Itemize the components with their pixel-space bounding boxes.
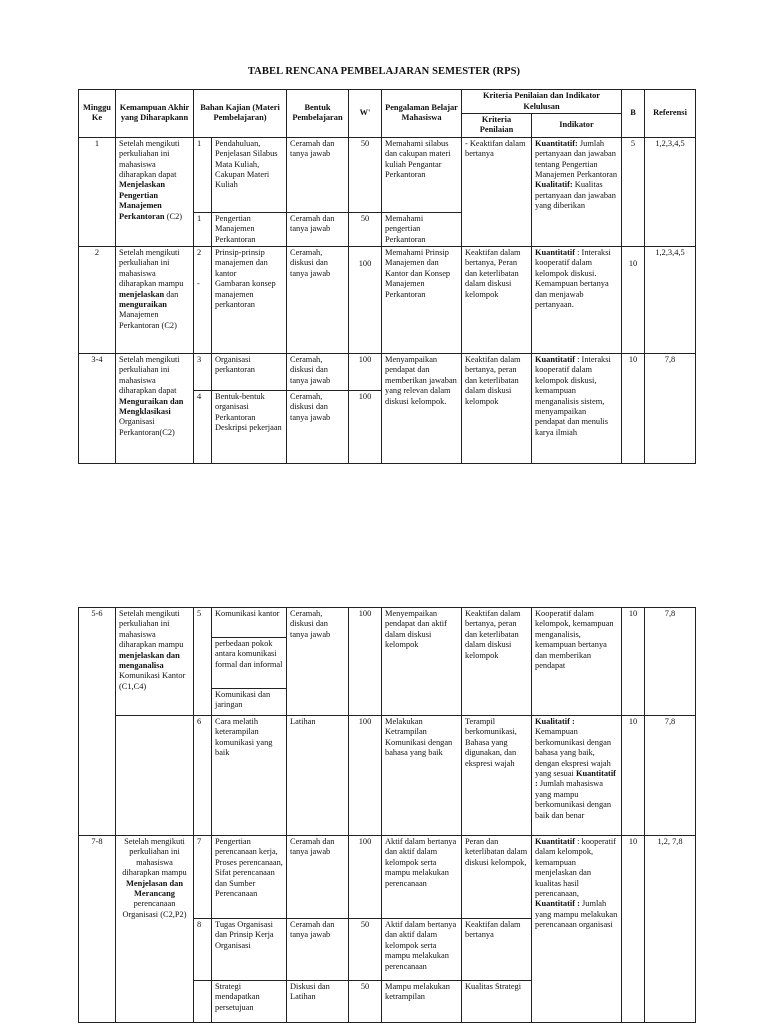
bahan-number: 3 [194,354,212,391]
bahan-cell: Organisasi perkantoran [212,354,287,391]
bahan-number: 8 [194,919,212,981]
bahan-cell: Cara melatih keterampilan komunikasi yang baik [212,716,287,836]
table-row [79,354,696,391]
bentuk-cell: Ceramah dan tanya jawab [287,836,349,919]
b-cell: 10 [622,247,645,354]
header-kriteria-group: Kriteria Penilaian dan Indikator Kelulusan [462,90,622,114]
header-referensi: Referensi [645,90,696,138]
b-cell: 10 [622,354,645,464]
kriteria-cell: Keaktifan dalam bertanya, peran dan keterlibatan dalam diskusi kelompok [462,608,532,716]
pengalaman-cell: Aktif dalam bertanya dan aktif dalam kelompok serta mampu melakukan perencanaan [382,919,462,981]
bahan-number-empty [194,981,212,1023]
header-kriteria: Kriteria Penilaian [462,114,532,138]
kemampuan-cell: Setelah mengikuti perkuliahan ini mahasiswa diharapkan mampu Menjelasan dan Merancang perencanaan Organisasi (C2,P2) [116,836,194,1023]
bahan-cell: Tugas Organisasi dan Prinsip Kerja Organisasi [212,919,287,981]
bentuk-cell: Ceramah dan tanya jawab [287,919,349,981]
header-kemampuan: Kemampuan Akhir yang Diharapkann [116,90,194,138]
w-cell: 100 [349,391,382,464]
bahan-number: 6 [194,716,212,836]
kemampuan-cell: Setelah mengikuti perkuliahan ini mahasiswa diharapkan mampu menjelaskan dan menguraikan Manajemen Perkantoran (C2) [116,247,194,354]
table-row [79,608,696,638]
header-minggu: Minggu Ke [79,90,116,138]
header-b: B [622,90,645,138]
page-title: TABEL RENCANA PEMBELAJARAN SEMESTER (RPS) [247,66,521,77]
minggu-cell: 1 [79,137,116,246]
pengalaman-cell: Aktif dalam bertanya dan aktif dalam kelompok serta mampu melakukan perencanaan [382,836,462,919]
w-cell: 50 [349,212,382,246]
kemampuan-cell: Setelah mengikuti perkuliahan ini mahasiswa diharapkan dapat Menguraikan dan Mengklasikasi Organisasi Perkantoran(C2) [116,354,194,464]
header-w: W' [349,90,382,138]
bentuk-cell: Ceramah dan tanya jawab [287,137,349,212]
w-cell: 50 [349,981,382,1023]
bahan-number: 2 - [194,247,212,354]
bentuk-cell: Ceramah, diskusi dan tanya jawab [287,608,349,716]
kemampuan-cell: Setelah mengikuti perkuliahan ini mahasiswa diharapkan dapat Menjelaskan Pengertian Manajemen Perkantoran (C2) [116,137,194,246]
bahan-cell: perbedaan pokok antara komunikasi formal dan informal [212,638,287,689]
rps-table-part-1 [78,89,696,464]
pengalaman-cell: Menyempaikan pendapat dan aktif dalam diskusi kelompok [382,608,462,716]
pengalaman-cell: Memahami Prinsip Manajemen dan Kantor dan Konsep Manajemen Perkantoran [382,247,462,354]
bentuk-cell: Ceramah, diskusi dan tanya jawab [287,354,349,391]
referensi-cell: 1,2,3,4,5 [645,247,696,354]
minggu-cell: 7-8 [79,836,116,1023]
referensi-cell: 1,2,3,4,5 [645,137,696,246]
b-cell: 10 [622,716,645,836]
bahan-number: 1 [194,212,212,246]
bahan-cell: Pengertian Manajemen Perkantoran [212,212,287,246]
bahan-cell: Prinsip-prinsip manajemen dan kantor Gambaran konsep manajemen perkantoran [212,247,287,354]
header-bahan-kajian: Bahan Kajian (Materi Pembelajaran) [194,90,287,138]
bahan-number: 1 [194,137,212,212]
bahan-number: 7 [194,836,212,919]
w-cell: 100 [349,247,382,354]
w-cell: 100 [349,608,382,716]
bentuk-cell: Latihan [287,716,349,836]
b-cell: 5 [622,137,645,246]
referensi-cell: 7,8 [645,354,696,464]
table-row [79,137,696,212]
minggu-cell: 3-4 [79,354,116,464]
pengalaman-cell: Memahami pengertian Perkantoran [382,212,462,246]
indikator-cell: Kuantitatif : Interaksi kooperatif dalam kelompok diskusi. Kemampuan bertanya dan menjawab pertanyaan. [532,247,622,354]
kemampuan-cell: Setelah mengikuti perkuliahan ini mahasiswa diharapkan mampu menjelaskan dan menganalisa Komunikasi Kantor (C1,C4) [116,608,194,716]
bentuk-cell: Ceramah dan tanya jawab [287,212,349,246]
w-cell: 50 [349,137,382,212]
kriteria-cell: Keaktifan dalam bertanya, peran dan keterlibatan dalam diskusi kelompok [462,354,532,464]
table-row [79,247,696,354]
indikator-cell: Kuantitatif : kooperatif dalam kelompok, kemampuan menjelaskan dan kualitas hasil perencanaan, Kuantitatif : Jumlah yang mampu melakukan perencanaan organisasi [532,836,622,1023]
bahan-cell: Komunikasi kantor [212,608,287,638]
kriteria-cell: Terampil berkomunikasi, Bahasa yang digunakan, dan ekspresi wajah [462,716,532,836]
bahan-cell: Pendahuluan, Penjelasan Silabus Mata Kuliah, Cakupan Materi Kuliah [212,137,287,212]
bahan-number: 5 [194,608,212,716]
minggu-cell: 5-6 [79,608,116,836]
b-cell: 10 [622,836,645,1023]
pengalaman-cell: Menyampaikan pendapat dan memberikan jawaban yang relevan dalam diskusi kelompok. [382,354,462,464]
bentuk-cell: Ceramah, diskusi dan tanya jawab [287,247,349,354]
table-row [79,716,696,836]
w-cell: 100 [349,354,382,391]
minggu-cell: 2 [79,247,116,354]
kriteria-cell: Peran dan keterlibatan dalam diskusi kelompok, [462,836,532,919]
bahan-cell: Bentuk-bentuk organisasi Perkantoran Deskripsi pekerjaan [212,391,287,464]
bahan-number: 4 [194,391,212,464]
table-row [79,836,696,919]
pengalaman-cell: Mampu melakukan ketrampilan [382,981,462,1023]
b-cell: 10 [622,608,645,716]
referensi-cell: 1,2, 7,8 [645,836,696,1023]
indikator-cell: Kuantitatif: Jumlah pertanyaan dan jawaban tentang Pengertian Manajemen Perkantoran Kualitatif: Kualitas pertanyaan dan jawaban yang diberikan [532,137,622,246]
pengalaman-cell: Melakukan Ketrampilan Komunikasi dengan bahasa yang baik [382,716,462,836]
indikator-cell: Kualitatif : Kemampuan berkomunikasi dengan bahasa yang baik, dengan ekspresi wajah yang sesuai Kuantitatif : Jumlah mahasiswa yang mampu berkomunikasi dengan baik dan benar [532,716,622,836]
kemampuan-cell-empty [116,716,194,836]
rps-table-part-2 [78,607,696,1023]
w-cell: 100 [349,716,382,836]
referensi-cell: 7,8 [645,716,696,836]
kriteria-cell: Keaktifan dalam bertanya, Peran dan keterlibatan dalam diskusi kelompok [462,247,532,354]
kriteria-cell: Kualitas Strategi [462,981,532,1023]
kriteria-cell: - Keaktifan dalam bertanya [462,137,532,246]
indikator-cell: Kuantitatif : Interaksi kooperatif dalam kelompok diskusi, kemampuan menganalisis sistem, menyampaikan pendapat dan menulis karya ilmiah [532,354,622,464]
bahan-cell: Pengertian perencanaan kerja, Proses perencanaan, Sifat perencanaan dan Sumber Perencanaan [212,836,287,919]
referensi-cell: 7,8 [645,608,696,716]
bentuk-cell: Diskusi dan Latihan [287,981,349,1023]
bahan-cell: Strategi mendapatkan persetujuan [212,981,287,1023]
header-bentuk: Bentuk Pembelajaran [287,90,349,138]
indikator-cell: Kooperatif dalam kelompok, kemampuan menganalisis, kemampuan bertanya dan memberikan pendapat [532,608,622,716]
header-pengalaman: Pengalaman Belajar Mahasiswa [382,90,462,138]
kriteria-cell: Keaktifan dalam bertanya [462,919,532,981]
pengalaman-cell: Memahami silabus dan cakupan materi kuliah Pengantar Perkantoran [382,137,462,212]
header-indikator: Indikator [532,114,622,138]
w-cell: 50 [349,919,382,981]
w-cell: 100 [349,836,382,919]
bahan-cell: Komunikasi dan jaringan [212,689,287,716]
bentuk-cell: Ceramah, diskusi dan tanya jawab [287,391,349,464]
